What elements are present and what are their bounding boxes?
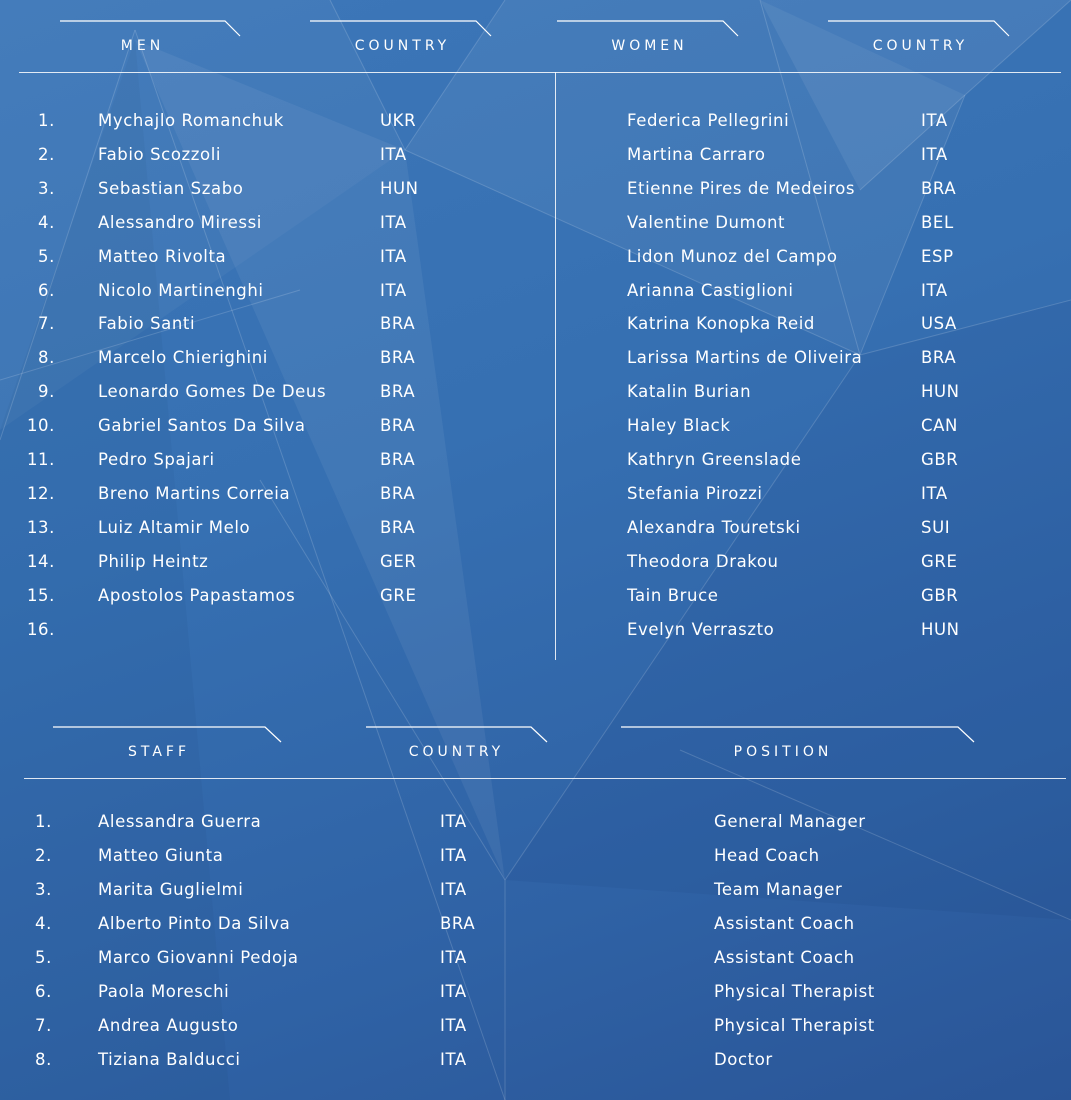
staff-name: Matteo Giunta [98, 846, 224, 865]
roster-row-number: 11. [26, 450, 55, 469]
men-name: Pedro Spajari [98, 450, 215, 469]
men-country: ITA [380, 246, 407, 266]
men-name: Marcelo Chierighini [98, 348, 268, 368]
staff-country: ITA [440, 1016, 467, 1035]
women-name: Haley Black [627, 416, 731, 436]
men-country: GER [380, 551, 417, 571]
roster-row-number: 16. [26, 619, 55, 639]
roster-row-number: 12. [26, 483, 55, 503]
women-country: ITA [921, 483, 948, 503]
women-country: ESP [921, 246, 954, 266]
men-country: UKR [380, 111, 417, 130]
staff-row-number: 5. [35, 948, 52, 967]
header-tab-lines [0, 0, 1071, 80]
men-country: ITA [380, 144, 407, 164]
staff-position: Doctor [714, 1050, 773, 1069]
women-name: Stefania Pirozzi [627, 483, 763, 503]
staff-position: Team Manager [714, 880, 843, 899]
position-header: POSITION [733, 744, 833, 760]
men-name: Nicolo Martinenghi [98, 280, 264, 300]
women-country: USA [921, 314, 957, 334]
staff-position: Assistant Coach [714, 914, 855, 933]
women-name: Arianna Castiglioni [627, 280, 794, 300]
staff-row-number: 2. [35, 846, 52, 865]
roster-row-number: 3. [38, 178, 55, 198]
men-country: BRA [380, 517, 416, 537]
women-country: ITA [921, 144, 948, 164]
men-country: BRA [380, 450, 416, 469]
men-name: Mychajlo Romanchuk [98, 111, 284, 130]
men-country: BRA [380, 416, 416, 436]
roster-row-number: 13. [26, 517, 55, 537]
roster-row-number: 15. [26, 585, 55, 605]
men-name: Apostolos Papastamos [98, 585, 296, 605]
men-name: Philip Heintz [98, 551, 209, 571]
roster-divider-horizontal [19, 72, 1061, 73]
staff-country: ITA [440, 846, 467, 865]
women-country: HUN [921, 619, 960, 639]
women-country: BEL [921, 212, 954, 232]
staff-name: Alessandra Guerra [98, 812, 262, 831]
men-name: Fabio Santi [98, 314, 196, 334]
staff-row-number: 8. [35, 1050, 52, 1069]
women-country: GBR [921, 585, 959, 605]
women-name: Lidon Munoz del Campo [627, 246, 838, 266]
men-name: Leonardo Gomes De Deus [98, 382, 327, 402]
staff-row-number: 1. [35, 812, 52, 831]
staff-row-number: 6. [35, 982, 52, 1001]
roster-row-number: 10. [26, 416, 55, 436]
staff-header: STAFF [127, 744, 191, 760]
men-country: HUN [380, 178, 419, 198]
women-country: ITA [921, 280, 948, 300]
staff-name: Andrea Augusto [98, 1016, 239, 1035]
women-name: Alexandra Touretski [627, 517, 801, 537]
men-name: Sebastian Szabo [98, 178, 244, 198]
women-country: CAN [921, 416, 958, 436]
men-name: Fabio Scozzoli [98, 144, 222, 164]
staff-position: General Manager [714, 812, 866, 831]
women-name: Valentine Dumont [627, 212, 786, 232]
staff-name: Alberto Pinto Da Silva [98, 914, 291, 933]
men-country: BRA [380, 382, 416, 402]
roster-row-number: 4. [38, 212, 55, 232]
women-name: Martina Carraro [627, 144, 766, 164]
staff-name: Tiziana Balducci [98, 1050, 241, 1069]
staff-country: ITA [440, 982, 467, 1001]
men-country: ITA [380, 280, 407, 300]
women-name: Etienne Pires de Medeiros [627, 178, 856, 198]
women-name: Katalin Burian [627, 382, 752, 402]
men-name: Gabriel Santos Da Silva [98, 416, 306, 436]
men-name: Alessandro Miressi [98, 212, 262, 232]
staff-country: ITA [440, 948, 467, 967]
men-country: BRA [380, 483, 416, 503]
women-name: Theodora Drakou [627, 551, 779, 571]
staff-name: Marco Giovanni Pedoja [98, 948, 299, 967]
staff-country: ITA [440, 880, 467, 899]
men-name: Matteo Rivolta [98, 246, 227, 266]
staff-position: Physical Therapist [714, 982, 875, 1001]
staff-country-header: COUNTRY [408, 744, 505, 760]
men-country: ITA [380, 212, 407, 232]
men-name: Breno Martins Correia [98, 483, 291, 503]
women-country: BRA [921, 178, 957, 198]
women-country: HUN [921, 382, 960, 402]
staff-divider-horizontal [24, 778, 1066, 779]
staff-row-number: 3. [35, 880, 52, 899]
roster-divider-vertical [555, 72, 556, 660]
roster-row-number: 6. [38, 280, 55, 300]
men-country: BRA [380, 348, 416, 368]
women-country: BRA [921, 348, 957, 368]
men-country: BRA [380, 314, 416, 334]
men-name: Luiz Altamir Melo [98, 517, 251, 537]
women-name: Kathryn Greenslade [627, 450, 802, 469]
roster-row-number: 14. [26, 551, 55, 571]
men-country: GRE [380, 585, 417, 605]
roster-row-number: 7. [38, 314, 55, 334]
staff-name: Marita Guglielmi [98, 880, 244, 899]
women-name: Evelyn Verraszto [627, 619, 775, 639]
women-name: Federica Pellegrini [627, 111, 790, 130]
staff-row-number: 4. [35, 914, 52, 933]
staff-tab-lines [0, 715, 1071, 755]
roster-row-number: 2. [38, 144, 55, 164]
women-country: ITA [921, 111, 948, 130]
roster-row-number: 5. [38, 246, 55, 266]
country-header-women: COUNTRY [872, 38, 969, 54]
staff-position: Head Coach [714, 846, 820, 865]
staff-country: ITA [440, 812, 467, 831]
women-country: SUI [921, 517, 951, 537]
country-header-men: COUNTRY [354, 38, 451, 54]
men-header: MEN [120, 38, 165, 54]
staff-name: Paola Moreschi [98, 982, 230, 1001]
women-country: GRE [921, 551, 958, 571]
staff-country: ITA [440, 1050, 467, 1069]
roster-row-number: 8. [38, 348, 55, 368]
women-header: WOMEN [611, 38, 688, 54]
roster-row-number: 9. [38, 382, 55, 402]
roster-row-number: 1. [38, 111, 55, 130]
staff-position: Physical Therapist [714, 1016, 875, 1035]
women-country: GBR [921, 450, 959, 469]
staff-row-number: 7. [35, 1016, 52, 1035]
women-name: Larissa Martins de Oliveira [627, 348, 863, 368]
staff-position: Assistant Coach [714, 948, 855, 967]
women-name: Tain Bruce [627, 585, 719, 605]
staff-country: BRA [440, 914, 476, 933]
women-name: Katrina Konopka Reid [627, 314, 815, 334]
